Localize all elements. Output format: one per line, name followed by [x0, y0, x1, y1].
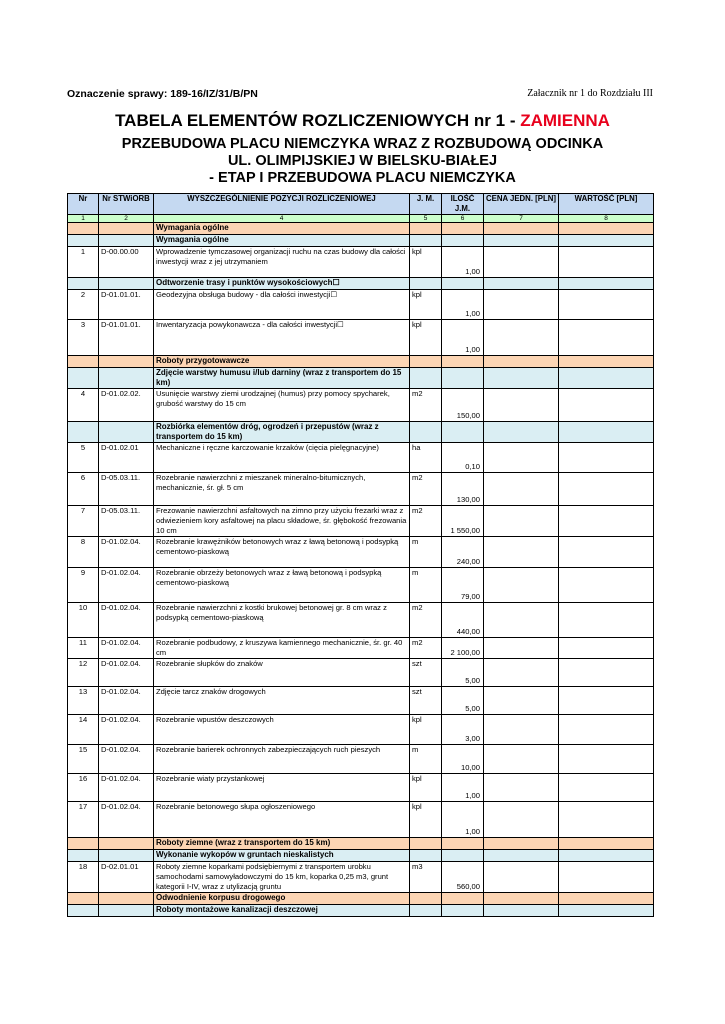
unit: m2 [410, 473, 442, 506]
quantity: 1,00 [442, 247, 484, 278]
spec-code: D-01.02.04. [99, 638, 154, 659]
quantity: 240,00 [442, 537, 484, 568]
table-row [68, 320, 654, 356]
subtitle-line: UL. OLIMPIJSKIEJ W BIELSKU-BIAŁEJ [227, 153, 498, 169]
row-number: 18 [68, 862, 99, 893]
description: Inwentaryzacja powykonawcza - dla całości inwestycji☐ [154, 320, 410, 356]
spec-code: D-01.02.04. [99, 715, 154, 745]
row-number: 7 [68, 506, 99, 537]
unit [410, 356, 442, 368]
unit [410, 422, 442, 443]
row-number: 9 [68, 568, 99, 603]
description: Wymagania ogólne [154, 235, 410, 247]
unit [410, 905, 442, 917]
spec-code: D-01.02.04. [99, 659, 154, 687]
quantity: 440,00 [442, 603, 484, 638]
unit-price [484, 320, 559, 356]
title-highlight: ZAMIENNA [520, 111, 610, 130]
table-row [68, 506, 654, 537]
total-value [559, 278, 654, 290]
unit: m [410, 568, 442, 603]
total-value [559, 568, 654, 603]
spec-code [99, 422, 154, 443]
document-subtitle [0, 136, 725, 187]
unit-price [484, 893, 559, 905]
row-number [68, 235, 99, 247]
total-value [559, 603, 654, 638]
total-value [559, 687, 654, 715]
unit-price [484, 537, 559, 568]
description: Rozebranie obrzeży betonowych wraz z ławą betonową i podsypką cementowo-piaskową [154, 568, 410, 603]
row-number: 16 [68, 774, 99, 802]
row-number: 14 [68, 715, 99, 745]
spec-code: D-01.02.01 [99, 443, 154, 473]
description: Zdjęcie warstwy humusu i/lub darniny (wraz z transportem do 15 km) [154, 368, 410, 389]
subsection-row [68, 278, 654, 290]
description: Roboty montażowe kanalizacji deszczowej [154, 905, 410, 917]
quantity: 150,00 [442, 389, 484, 422]
subtitle-line: PRZEBUDOWA PLACU NIEMCZYKA WRAZ Z ROZBUDOWĄ ODCINKA [121, 136, 604, 152]
table-row [68, 638, 654, 659]
quantity [442, 235, 484, 247]
table-row [68, 862, 654, 893]
row-number: 11 [68, 638, 99, 659]
quantity: 5,00 [442, 687, 484, 715]
unit: ha [410, 443, 442, 473]
description: Geodezyjna obsługa budowy - dla całości inwestycji☐ [154, 290, 410, 320]
description: Roboty przygotowawcze [154, 356, 410, 368]
unit-price [484, 473, 559, 506]
unit-price [484, 862, 559, 893]
unit-price [484, 568, 559, 603]
unit-price [484, 389, 559, 422]
total-value [559, 422, 654, 443]
row-number [68, 838, 99, 850]
unit-price [484, 745, 559, 774]
description: Rozebranie barierek ochronnych zabezpieczających ruch pieszych [154, 745, 410, 774]
total-value [559, 893, 654, 905]
unit [410, 838, 442, 850]
unit-price [484, 603, 559, 638]
spec-code: D-05.03.11. [99, 506, 154, 537]
total-value [559, 235, 654, 247]
description: Rozebranie nawierzchni z mieszanek mineralno-bitumicznych, mechanicznie, śr. gł. 5 cm [154, 473, 410, 506]
unit-price [484, 802, 559, 838]
column-number-row [68, 215, 654, 223]
row-number [68, 422, 99, 443]
row-number: 4 [68, 389, 99, 422]
unit-price [484, 247, 559, 278]
table-row [68, 290, 654, 320]
row-number: 17 [68, 802, 99, 838]
unit-price [484, 356, 559, 368]
header-quantity: ILOŚĆ J.M. [442, 194, 484, 215]
quantity [442, 850, 484, 862]
unit: szt [410, 687, 442, 715]
unit [410, 278, 442, 290]
table-row [68, 745, 654, 774]
total-value [559, 774, 654, 802]
unit [410, 235, 442, 247]
column-number: 2 [99, 215, 154, 223]
description: Wymagania ogólne [154, 223, 410, 235]
unit: m2 [410, 603, 442, 638]
unit: m3 [410, 862, 442, 893]
unit-price [484, 687, 559, 715]
unit: szt [410, 659, 442, 687]
total-value [559, 290, 654, 320]
total-value [559, 506, 654, 537]
spec-code [99, 223, 154, 235]
table-row [68, 774, 654, 802]
description: Rozebranie nawierzchni z kostki brukowej betonowej gr. 8 cm wraz z podsypką cementowo-piaskową [154, 603, 410, 638]
row-number [68, 893, 99, 905]
quantity: 1,00 [442, 320, 484, 356]
spec-code: D-01.02.04. [99, 774, 154, 802]
spec-code [99, 356, 154, 368]
total-value [559, 473, 654, 506]
unit [410, 223, 442, 235]
table-row [68, 537, 654, 568]
quantity [442, 223, 484, 235]
description: Roboty ziemne (wraz z transportem do 15 km) [154, 838, 410, 850]
row-number [68, 356, 99, 368]
spec-code: D-01.01.01. [99, 320, 154, 356]
total-value [559, 638, 654, 659]
description: Rozebranie wpustów deszczowych [154, 715, 410, 745]
spec-code: D-01.01.01. [99, 290, 154, 320]
subtitle-line: - ETAP I PRZEBUDOWA PLACU NIEMCZYKA [209, 170, 516, 186]
total-value [559, 850, 654, 862]
subsection-row [68, 368, 654, 389]
spec-code: D-01.02.02. [99, 389, 154, 422]
row-number: 13 [68, 687, 99, 715]
row-number [68, 223, 99, 235]
header-nr: Nr [68, 194, 99, 215]
quantity [442, 893, 484, 905]
row-number: 5 [68, 443, 99, 473]
row-number: 3 [68, 320, 99, 356]
description: Zdjęcie tarcz znaków drogowych [154, 687, 410, 715]
spec-code: D-01.02.04. [99, 603, 154, 638]
column-number: 1 [68, 215, 99, 223]
quantity: 79,00 [442, 568, 484, 603]
unit-price [484, 422, 559, 443]
quantity: 1,00 [442, 774, 484, 802]
spec-code [99, 838, 154, 850]
quantity: 560,00 [442, 862, 484, 893]
total-value [559, 356, 654, 368]
column-number: 6 [442, 215, 484, 223]
subsection-row [68, 422, 654, 443]
column-number: 5 [410, 215, 442, 223]
unit: m [410, 537, 442, 568]
subsection-row [68, 905, 654, 917]
total-value [559, 223, 654, 235]
section-row [68, 223, 654, 235]
header-unit-price: CENA JEDN. [PLN] [484, 194, 559, 215]
spec-code: D-01.02.04. [99, 802, 154, 838]
table-header-row [68, 194, 654, 215]
quantity: 3,00 [442, 715, 484, 745]
quantity: 0,10 [442, 443, 484, 473]
description: Rozebranie betonowego słupa ogłoszeniowego [154, 802, 410, 838]
quantity [442, 422, 484, 443]
description: Wprowadzenie tymczasowej organizacji ruchu na czas budowy dla całości inwestycji wraz z jej utrzymaniem [154, 247, 410, 278]
table-row [68, 568, 654, 603]
annex-label: Załacznik nr 1 do Rozdziału III [527, 88, 653, 99]
unit: m [410, 745, 442, 774]
description: Rozebranie słupków do znaków [154, 659, 410, 687]
section-row [68, 893, 654, 905]
case-reference: Oznaczenie sprawy: 189-16/IZ/31/B/PN [67, 88, 258, 100]
spec-code [99, 905, 154, 917]
total-value [559, 745, 654, 774]
row-number: 1 [68, 247, 99, 278]
spec-code: D-01.02.04. [99, 745, 154, 774]
unit: kpl [410, 774, 442, 802]
description: Rozbiórka elementów dróg, ogrodzeń i przepustów (wraz z transportem do 15 km) [154, 422, 410, 443]
description: Usunięcie warstwy ziemi urodzajnej (humus) przy pomocy spycharek, grubość warstwy do 15 cm [154, 389, 410, 422]
unit-price [484, 506, 559, 537]
row-number: 6 [68, 473, 99, 506]
spec-code [99, 368, 154, 389]
quantity [442, 905, 484, 917]
table-row [68, 473, 654, 506]
quantity: 2 100,00 [442, 638, 484, 659]
unit: kpl [410, 320, 442, 356]
unit-price [484, 638, 559, 659]
subsection-row [68, 850, 654, 862]
spec-code [99, 278, 154, 290]
row-number: 8 [68, 537, 99, 568]
total-value [559, 862, 654, 893]
total-value [559, 389, 654, 422]
quantity: 10,00 [442, 745, 484, 774]
spec-code: D-00.00.00 [99, 247, 154, 278]
unit-price [484, 368, 559, 389]
quantity: 130,00 [442, 473, 484, 506]
quantity: 1,00 [442, 290, 484, 320]
unit [410, 850, 442, 862]
row-number [68, 368, 99, 389]
table-row [68, 389, 654, 422]
table-row [68, 715, 654, 745]
spec-code: D-01.02.04. [99, 537, 154, 568]
unit-price [484, 850, 559, 862]
quantity: 5,00 [442, 659, 484, 687]
table-row [68, 247, 654, 278]
title-main: TABELA ELEMENTÓW ROZLICZENIOWYCH nr 1 - [115, 111, 521, 130]
spec-code [99, 893, 154, 905]
unit-price [484, 235, 559, 247]
header-spec-code: Nr STWiORB [99, 194, 154, 215]
quantity [442, 356, 484, 368]
column-number: 7 [484, 215, 559, 223]
description: Rozebranie wiaty przystankowej [154, 774, 410, 802]
row-number: 15 [68, 745, 99, 774]
unit-price [484, 774, 559, 802]
header-unit: J. M. [410, 194, 442, 215]
section-row [68, 838, 654, 850]
description: Frezowanie nawierzchni asfaltowych na zimno przy użyciu frezarki wraz z odwiezieniem kory asfaltowej na placu składowe, śr. głębokość frezowania 10 cm [154, 506, 410, 537]
total-value [559, 905, 654, 917]
spec-code: D-02.01.01 [99, 862, 154, 893]
spec-code: D-01.02.04. [99, 568, 154, 603]
total-value [559, 838, 654, 850]
total-value [559, 443, 654, 473]
total-value [559, 715, 654, 745]
unit: kpl [410, 247, 442, 278]
unit-price [484, 443, 559, 473]
row-number [68, 278, 99, 290]
description: Roboty ziemne koparkami podsiębiernymi z transportem urobku samochodami samowyładowczymi do 15 km, koparka 0,25 m3, grunt kategorii I-IV, wraz z utylizacją gruntu [154, 862, 410, 893]
total-value [559, 320, 654, 356]
total-value [559, 247, 654, 278]
description: Mechaniczne i ręczne karczowanie krzaków (cięcia pielęgnacyjne) [154, 443, 410, 473]
description: Rozebranie krawężników betonowych wraz z ławą betonową i podsypką cementowo-piaskową [154, 537, 410, 568]
spec-code [99, 235, 154, 247]
table-body [68, 223, 654, 917]
quantity: 1,00 [442, 802, 484, 838]
total-value [559, 368, 654, 389]
description: Odtworzenie trasy i punktów wysokościowych☐ [154, 278, 410, 290]
row-number [68, 905, 99, 917]
spec-code [99, 850, 154, 862]
row-number: 2 [68, 290, 99, 320]
description: Wykonanie wykopów w gruntach nieskalistych [154, 850, 410, 862]
table-row [68, 603, 654, 638]
subsection-row [68, 235, 654, 247]
unit-price [484, 659, 559, 687]
quantity [442, 368, 484, 389]
unit-price [484, 278, 559, 290]
unit [410, 368, 442, 389]
total-value [559, 537, 654, 568]
unit: m2 [410, 389, 442, 422]
quantity [442, 838, 484, 850]
unit-price [484, 905, 559, 917]
items-table [67, 193, 654, 917]
document-title [0, 111, 725, 131]
description: Rozebranie podbudowy, z kruszywa kamiennego mechanicznie, śr. gr. 40 cm [154, 638, 410, 659]
row-number [68, 850, 99, 862]
unit: m2 [410, 506, 442, 537]
unit: kpl [410, 802, 442, 838]
header-description: WYSZCZEGÓLNIENIE POZYCJI ROZLICZENIOWEJ [154, 194, 410, 215]
section-row [68, 356, 654, 368]
unit: kpl [410, 715, 442, 745]
total-value [559, 802, 654, 838]
quantity [442, 278, 484, 290]
unit [410, 893, 442, 905]
table-row [68, 802, 654, 838]
spec-code: D-01.02.04. [99, 687, 154, 715]
column-number: 8 [559, 215, 654, 223]
table-row [68, 659, 654, 687]
unit: kpl [410, 290, 442, 320]
unit-price [484, 715, 559, 745]
unit-price [484, 223, 559, 235]
total-value [559, 659, 654, 687]
unit-price [484, 290, 559, 320]
spec-code: D-05.03.11. [99, 473, 154, 506]
column-number: 4 [154, 215, 410, 223]
description: Odwodnienie korpusu drogowego [154, 893, 410, 905]
row-number: 12 [68, 659, 99, 687]
header-value: WARTOŚĆ [PLN] [559, 194, 654, 215]
table-row [68, 443, 654, 473]
unit-price [484, 838, 559, 850]
quantity: 1 550,00 [442, 506, 484, 537]
row-number: 10 [68, 603, 99, 638]
unit: m2 [410, 638, 442, 659]
table-row [68, 687, 654, 715]
